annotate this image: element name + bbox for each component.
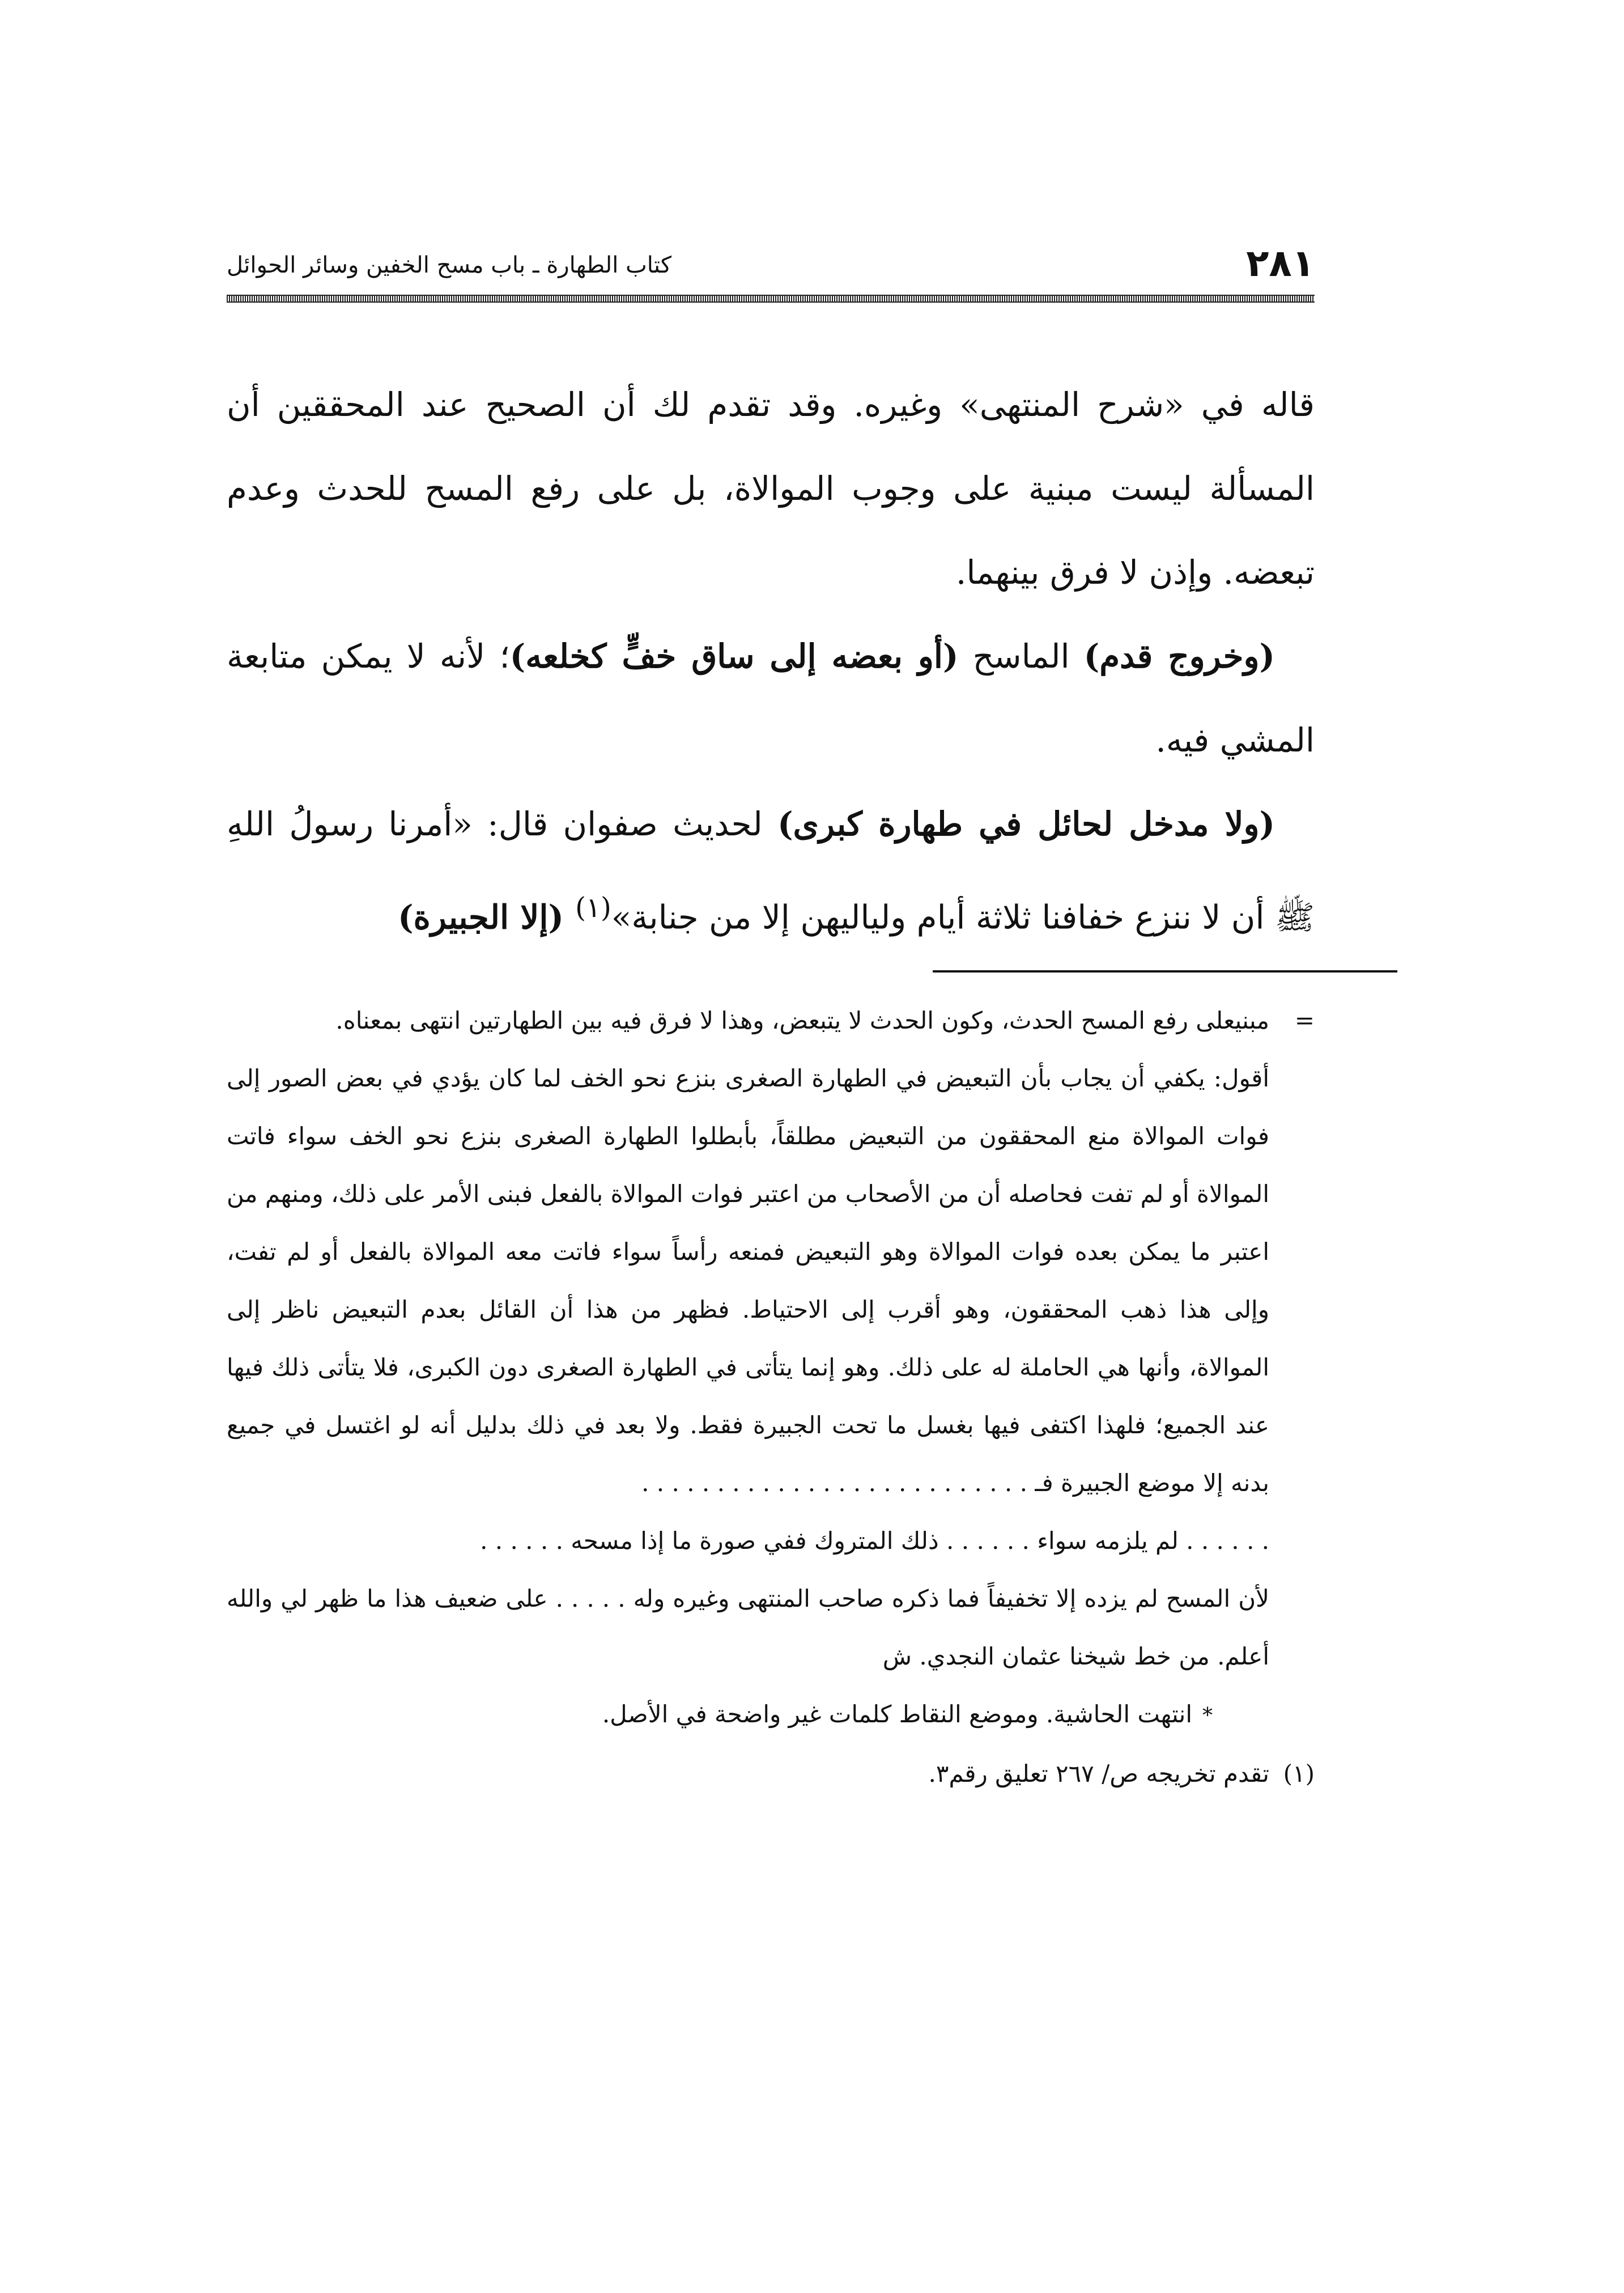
page-number: ٢٨١ <box>1246 241 1315 285</box>
footnotes <box>227 992 1315 1803</box>
footnote-continuation <box>227 992 1315 1050</box>
footnote-commentary-tail <box>227 1570 1315 1685</box>
header-divider <box>227 295 1315 303</box>
star-icon: * <box>1202 1704 1213 1727</box>
sharh-text: لحديث صفوان قال: «أمرنا رسولُ اللهِ ﷺ أن لا ننزع خفافنا ثلاثة أيام ولياليهن إلا من جنابة» <box>227 805 1315 937</box>
continuation-marker: = <box>1294 1007 1315 1034</box>
continuation-text: مبنيعلى رفع المسح الحدث، وكون الحدث لا يتبعض، وهذا لا فرق فيه بين الطهارتين انتهى بمعناه. <box>335 1007 1269 1034</box>
editor-note <box>227 1685 1315 1745</box>
footnote-separator <box>933 970 1397 973</box>
footnote-1-text: تقدم تخريجه ص/ ٢٦٧ تعليق رقم٣. <box>928 1760 1269 1787</box>
footnote-reference: (١) <box>575 892 611 924</box>
commentary-tail-text: لأن المسح لم يزده إلا تخفيفاً فما ذكره صاحب المنتهى وغيره وله . . . . . على ضعيف هذا ما ظهر لي والله أعلم. من خط شيخنا عثمان النجدي. ش <box>227 1585 1269 1670</box>
sharh-text: الماسح <box>958 637 1084 676</box>
matn-phrase: (ولا مدخل لحائل في طهارة كبرى) <box>777 805 1275 843</box>
matn-phrase: (إلا الجبيرة) <box>398 898 576 937</box>
sharh-text: ؛ لأنه لا يمكن متابعة المشي فيه. <box>227 637 1315 759</box>
running-title: كتاب الطهارة ـ باب مسح الخفين وسائر الحوائل <box>227 252 672 278</box>
illegible-dots-line: . . . . . . لم يلزمه سواء . . . . . . ذلك المتروك ففي صورة ما إذا مسحه . . . . . . <box>480 1527 1269 1555</box>
paragraph-1: قاله في «شرح المنتهى» وغيره. وقد تقدم لك أن الصحيح عند المحققين أن المسألة ليست مبنية على وجوب الموالاة، بل على رفع المسح للحدث وعدم تبعضه. وإذن لا فرق بينهما. <box>227 385 1315 592</box>
paragraph-2 <box>227 614 1315 782</box>
footnote-commentary <box>227 1050 1315 1512</box>
footnote-1 <box>227 1745 1315 1803</box>
paragraph-3 <box>227 782 1315 959</box>
commentary-text: أقول: يكفي أن يجاب بأن التبعيض في الطهارة الصغرى بنزع نحو الخف لما كان يؤدي في بعض الصور إلى فوات الموالاة منع المحققون من التبعيض مطلقاً، بأبطلوا الطهارة الصغرى بنزع نحو الخف سواء فاتت الموالاة أو لم تفت فحاصله أن من الأصحاب من اعتبر فوات الموالاة بالفعل فبنى الأمر على ذلك، ومنهم من اعتبر ما يمكن بعده فوات الموالاة وهو التبعيض فمنعه رأساً سواء فاتت معه الموالاة بالفعل أو لم تفت، وإلى هذا ذهب المحققون، وهو أقرب إلى الاحتياط. فظهر من هذا أن القائل بعدم التبعيض ناظر إلى الموالاة، وأنها هي الحاملة له على ذلك. وهو إنما يتأتى في الطهارة الصغرى دون الكبرى، فلا يتأتى ذلك فيها عند الجميع؛ فلهذا اكتفى فيها بغسل ما تحت الجبيرة فقط. ولا بعد في ذلك بدليل أنه لو اغتسل في جميع بدنه إلا موضع الجبيرة فـ . . . . . . . . . . . . . . . . . . . . . . . . . . <box>227 1064 1269 1497</box>
footnote-1-marker: (١) <box>1283 1760 1315 1787</box>
main-text <box>227 363 1315 959</box>
matn-phrase: (أو بعضه إلى ساق خفٍّ كخلعه) <box>509 637 959 676</box>
running-header <box>227 238 1315 289</box>
matn-phrase: (وخروج قدم) <box>1083 637 1275 676</box>
editor-note-text: انتهت الحاشية. وموضع النقاط كلمات غير واضحة في الأصل. <box>602 1700 1192 1728</box>
